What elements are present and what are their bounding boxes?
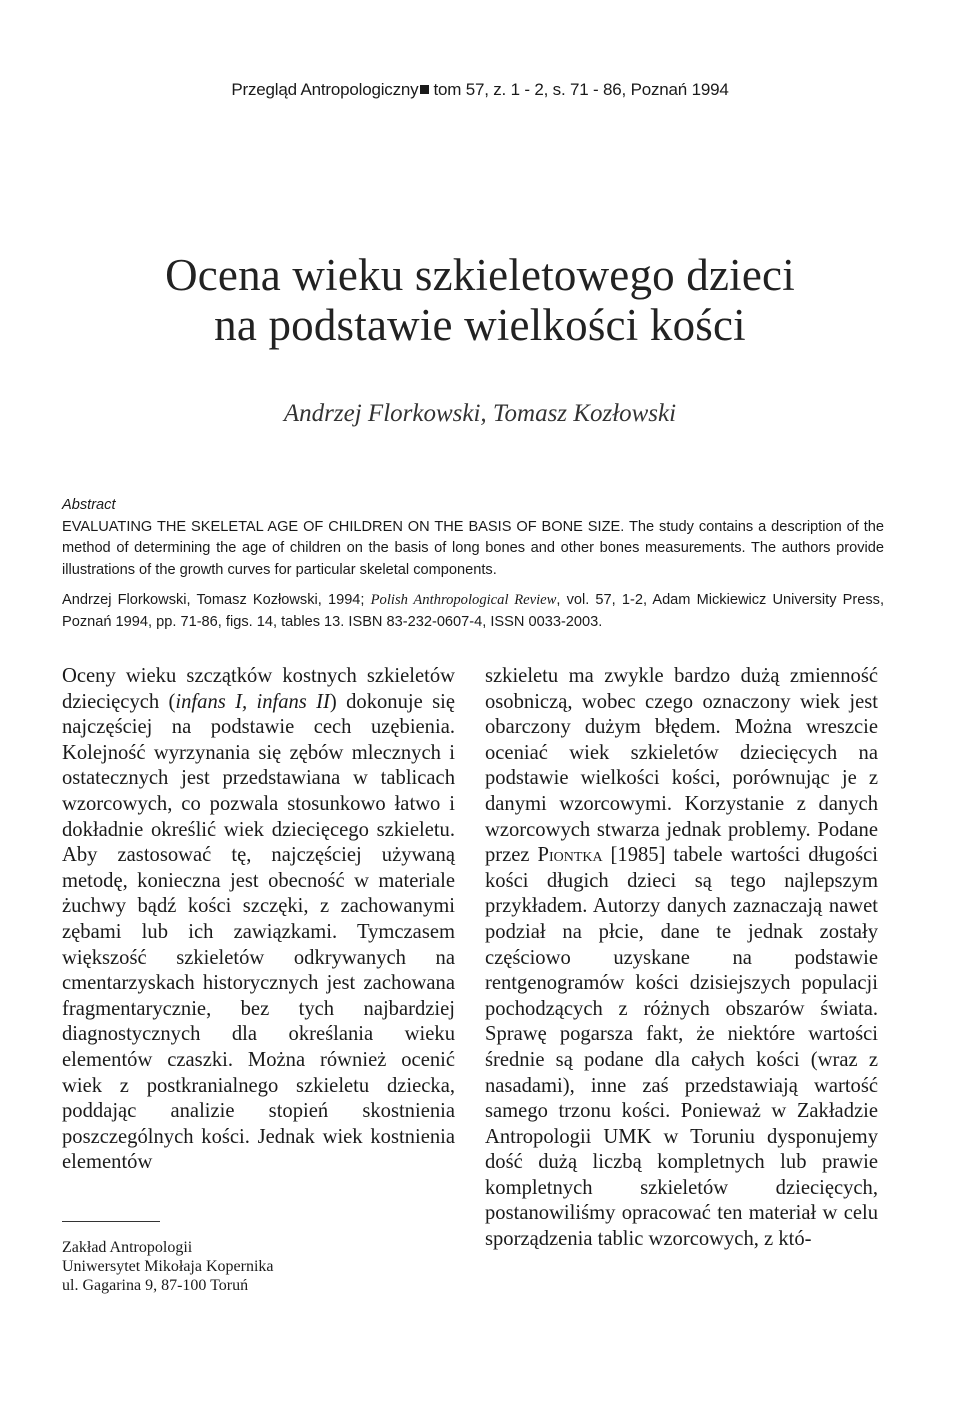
affiliation-line: Uniwersytet Mikołaja Kopernika (62, 1258, 274, 1275)
square-bullet-icon (420, 85, 429, 94)
title-line-2: na podstawie wielkości kości (214, 300, 746, 350)
author-affiliation (62, 1238, 362, 1295)
abstract-label: Abstract (62, 497, 116, 513)
abstract-citation (62, 590, 884, 633)
citation-authors: Andrzej Florkowski, Tomasz Kozłowski, 1994; (62, 592, 371, 608)
body-column-left (62, 664, 455, 1176)
body-paragraph-left (62, 664, 455, 1176)
body-text: Oceny wieku szczątków kostnych szkieletów dziecięcych ( (62, 665, 455, 713)
title-line-1: Ocena wieku szkieletowego dzieci (165, 250, 795, 300)
abstract-text: EVALUATING THE SKELETAL AGE OF CHILDREN ON THE BASIS OF BONE SIZE. The study contains a description of the method of determining the age of children on the basis of long bones and other bones measurements. The authors provide illustrations of the growth curves for particular skeletal components. (62, 518, 884, 578)
journal-name: Przegląd Antropologiczny (231, 80, 419, 99)
citation-details: , vol. 57, 1-2, Adam Mickiewicz University Press, Poznań 1994, pp. 71-86, figs. 14, tables 13. ISBN 83-232-0607-4, ISSN 0033-2003. (62, 592, 885, 630)
cited-author: Piontka (537, 844, 603, 867)
body-paragraph-right (485, 664, 878, 1253)
body-column-right (485, 664, 878, 1253)
affiliation-line: ul. Gagarina 9, 87-100 Toruń (62, 1277, 249, 1294)
body-text: szkieletu ma zwykle bardzo dużą zmienność osobniczą, wobec czego oznaczony wiek jest obarczony dużym błędem. Można wreszcie oceniać wiek szkieletów dziecięcych na podstawie wielkości kości, porównując je z danymi wzorcowymi. Korzystanie z danych wzorcowych stwarza jednak problemy. Podane przez (485, 665, 878, 867)
journal-details: tom 57, z. 1 - 2, s. 71 - 86, Poznań 1994 (433, 80, 729, 99)
article-title (0, 250, 960, 350)
journal-header (0, 80, 960, 100)
citation-journal: Polish Anthropological Review (370, 592, 557, 608)
affiliation-line: Zakład Antropologii (62, 1239, 193, 1256)
abstract (62, 495, 884, 633)
body-text: [1985] tabele wartości długości kości długich dzieci są tego najlepszym przykładem. Autorzy danych zaznaczają nawet podział na płcie, dane te jednak zostały częściowo uzyskane na podstawie rentgenogramów kości dzisiejszych populacji pochodzących z różnych obszarów świata. Sprawę pogarsza fakt, że niektóre wartości średnie są podane dla całych kości (wraz z nasadami), inne zaś przedstawiają wartość samego trzonu kości. Ponieważ w Zakładzie Antropologii UMK w Toruniu dysponujemy dość dużą liczbą kompletnych lub prawie kompletnych szkieletów dziecięcych, postanowiliśmy opracować ten materiał w celu sporządzenia tablic wzorcowych, z któ- (485, 844, 878, 1251)
body-text: ) dokonuje się najczęściej na podstawie cech uzębienia. Kolejność wyrzynania się zębów mlecznych i ostatecznych jest przedstawiana w tablicach wzorcowych, co pozwala stosunkowo łatwo i dokładnie określić wiek dziecięcego szkieletu. Aby zastosować tę, najczęściej używaną metodę, konieczna jest obecność w materiale żuchwy bądź kości szczęki, z zachowanymi zębami lub ich zawiązkami. Tymczasem większość szkieletów odkrywanych na cmentarzyskach historycznych jest zachowana fragmentarycznie, bez tych najbardziej diagnostycznych dla określania wieku elementów czaszki. Można również ocenić wiek z postkranialnego szkieletu dziecka, poddając analizie stopień skostnienia poszczególnych kości. Jednak wiek kostnienia elementów (62, 690, 455, 1174)
body-text-italic: infans I, infans II (175, 690, 330, 713)
article-authors: Andrzej Florkowski, Tomasz Kozłowski (283, 400, 677, 427)
footnote-divider (62, 1221, 160, 1222)
